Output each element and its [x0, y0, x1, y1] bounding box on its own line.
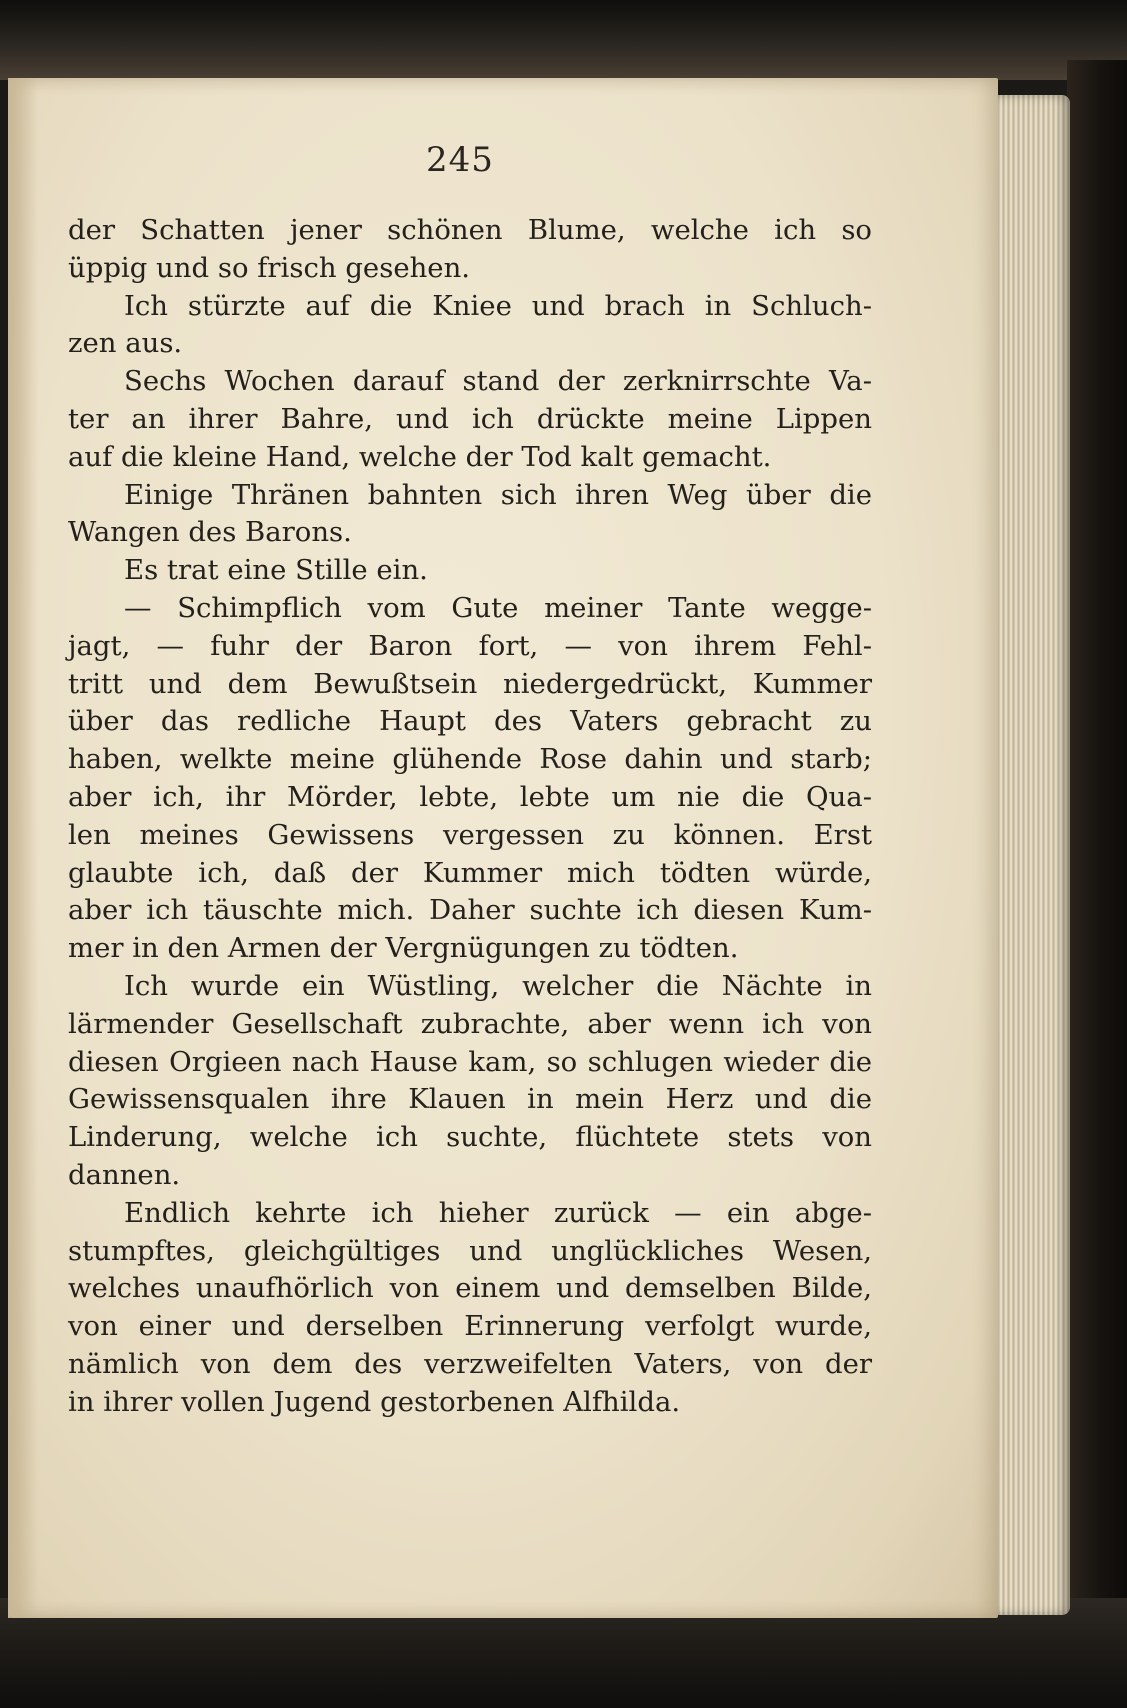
text-line: der Schatten jener schönen Blume, welche ich so	[68, 214, 872, 246]
text-line: glaubte ich, daß der Kummer mich tödten würde,	[68, 856, 872, 889]
text-line: tritt und dem Bewußtsein niedergedrückt, Kummer	[68, 667, 872, 700]
text-line: ter an ihrer Bahre, und ich drückte meine Lippen	[68, 402, 872, 435]
text-line: Endlich kehrte ich hieher zurück — ein abge-	[124, 1196, 872, 1229]
text-line: dannen.	[68, 1158, 181, 1191]
book-cover-top	[0, 0, 1127, 80]
text-line: diesen Orgieen nach Hause kam, so schlugen wieder die	[68, 1045, 872, 1078]
text-line: Sechs Wochen darauf stand der zerknirrschte Va-	[124, 365, 872, 398]
text-line: Ich wurde ein Wüstling, welcher die Nächte in	[124, 969, 872, 1002]
text-line: Ich stürzte auf die Kniee und brach in Schluch-	[124, 289, 872, 322]
text-line: Es trat eine Stille ein.	[124, 554, 428, 587]
text-line: stumpftes, gleichgültiges und unglückliches Wesen,	[68, 1234, 872, 1267]
text-line: Gewissensqualen ihre Klauen in mein Herz und die	[68, 1083, 872, 1116]
page-number: 245	[426, 140, 494, 180]
text-line: zen aus.	[68, 327, 183, 360]
text-line: Linderung, welche ich suchte, flüchtete stets von	[68, 1121, 872, 1154]
text-line: mer in den Armen der Vergnügungen zu tödten.	[68, 932, 739, 965]
text-line: haben, welkte meine glühende Rose dahin und starb;	[68, 743, 872, 776]
text-line: Einige Thränen bahnten sich ihren Weg über die	[124, 478, 872, 511]
text-line: jagt, — fuhr der Baron fort, — von ihrem Fehl-	[68, 629, 872, 662]
text-line: — Schimpflich vom Gute meiner Tante wegge-	[124, 591, 872, 624]
text-line: nämlich von dem des verzweifelten Vaters, von der	[68, 1347, 872, 1380]
text-line: Wangen des Barons.	[68, 516, 352, 549]
text-line: lärmender Gesellschaft zubrachte, aber wenn ich von	[68, 1007, 872, 1040]
text-line: aber ich, ihr Mörder, lebte, lebte um nie die Qua-	[68, 780, 872, 813]
book-cover-right	[1067, 60, 1127, 1620]
body-text	[68, 212, 872, 1422]
text-line: auf die kleine Hand, welche der Tod kalt gemacht.	[68, 440, 772, 473]
text-line: aber ich täuschte mich. Daher suchte ich diesen Kum-	[68, 894, 872, 927]
page-gutter	[8, 78, 38, 1618]
text-line: üppig und so frisch gesehen.	[68, 251, 471, 284]
text-line: über das redliche Haupt des Vaters gebracht zu	[68, 705, 872, 738]
text-line: von einer und derselben Erinnerung verfolgt wurde,	[68, 1310, 872, 1343]
text-line: len meines Gewissens vergessen zu können. Erst	[68, 818, 872, 851]
text-line: in ihrer vollen Jugend gestorbenen Alfhilda.	[68, 1385, 681, 1418]
text-line: welches unaufhörlich von einem und demselben Bilde,	[68, 1272, 872, 1305]
